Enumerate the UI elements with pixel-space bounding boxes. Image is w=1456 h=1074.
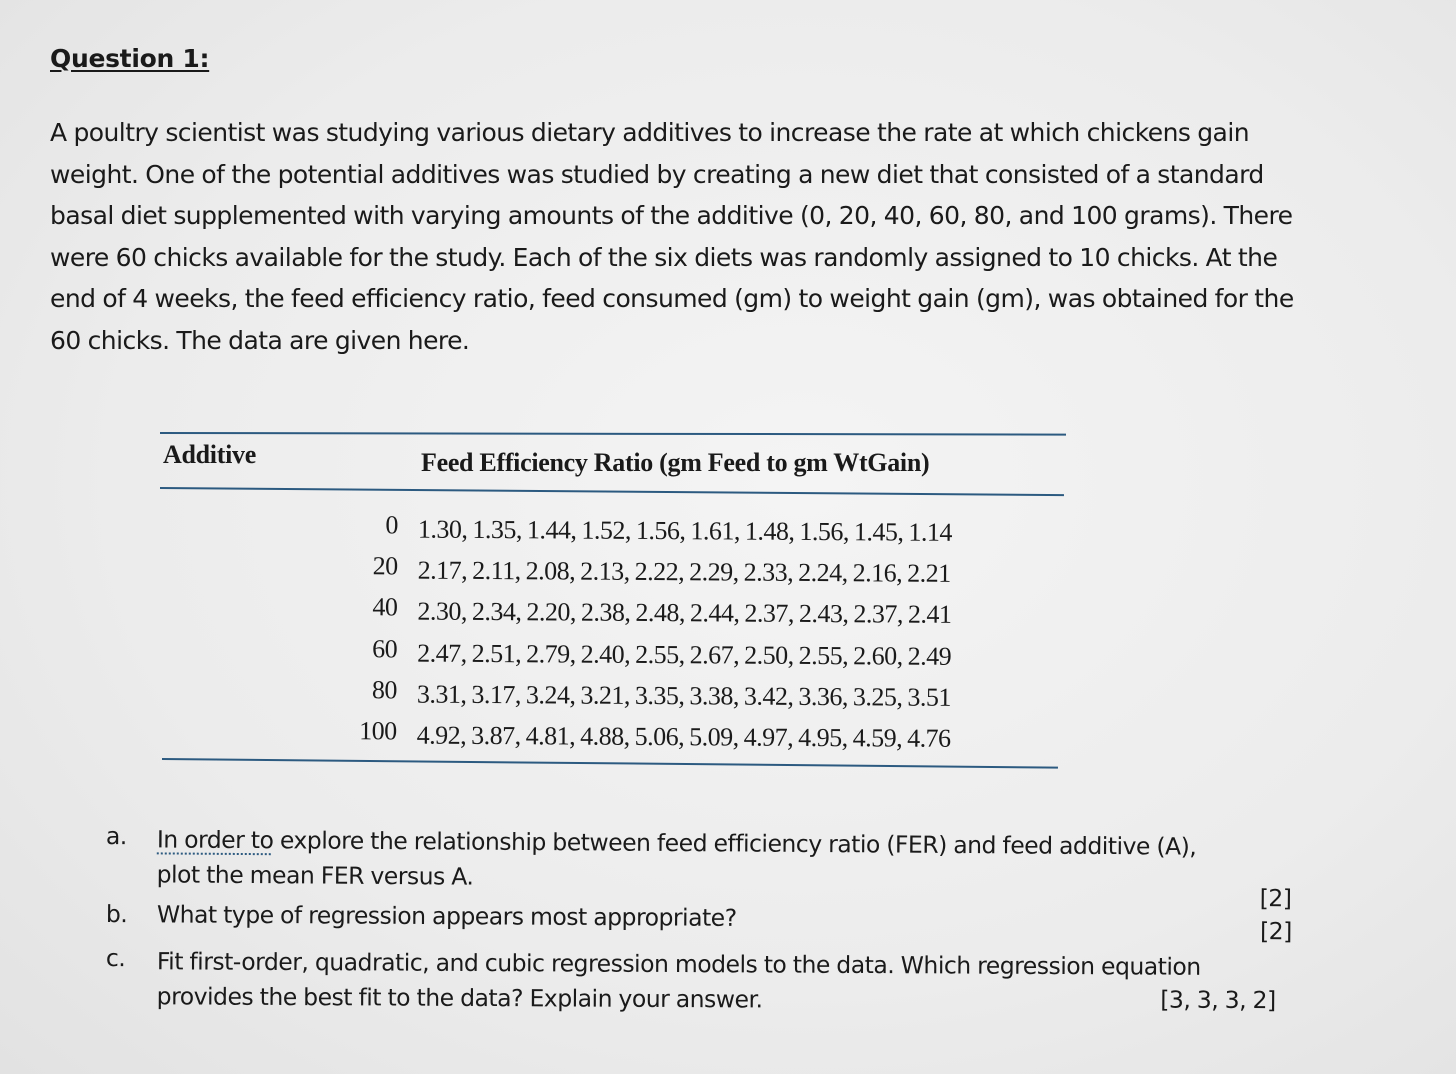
- question-heading: Question 1:: [50, 44, 210, 73]
- sub-question-line: plot the mean FER versus A.: [156, 860, 474, 891]
- table-row: [159, 633, 1069, 680]
- sub-question-label: a.: [105, 822, 127, 851]
- grammar-underlined-phrase: In order to: [156, 825, 274, 855]
- table-cell-additive: 0: [385, 510, 398, 540]
- table-cell-additive: 60: [372, 633, 398, 664]
- sub-question-a: [99, 822, 1320, 913]
- sub-questions-list: [100, 822, 1320, 1014]
- table-row: [160, 509, 1070, 556]
- table-cell-values: 2.30, 2.34, 2.20, 2.38, 2.48, 2.44, 2.37, 2.43, 2.37, 2.41: [417, 596, 952, 630]
- intro-line: weight. One of the potential additives was studied by creating a new diet that consisted of a standard: [50, 159, 1264, 189]
- sub-question-text: [157, 822, 1320, 900]
- table-cell-additive: 100: [359, 716, 397, 746]
- data-table-body: [158, 509, 1069, 762]
- marks-label: [2]: [1259, 884, 1292, 913]
- table-header-rule: [160, 487, 1064, 496]
- table-cell-values: 1.30, 1.35, 1.44, 1.52, 1.56, 1.61, 1.48, 1.56, 1.45, 1.14: [417, 514, 952, 547]
- sub-question-line-rest: explore the relationship between feed efficiency ratio (FER) and feed additive (A),: [273, 826, 1197, 861]
- table-cell-values: 3.31, 3.17, 3.24, 3.21, 3.35, 3.38, 3.42, 3.36, 3.25, 3.51: [416, 679, 951, 712]
- intro-line: 60 chicks. The data are given here.: [50, 325, 470, 355]
- sub-question-text: What type of regression appears most appropriate?: [156, 900, 737, 932]
- intro-line: were 60 chicks available for the study. Each of the six diets was randomly assigned to 10 chicks. At the: [50, 242, 1278, 272]
- sub-question-label: b.: [105, 900, 128, 929]
- sub-question-c: [100, 944, 1320, 1020]
- sub-question-text: [157, 944, 1320, 1020]
- table-header-additive: Additive: [163, 440, 256, 469]
- marks-label: [2]: [1259, 917, 1292, 946]
- sub-question-label: c.: [105, 944, 126, 973]
- table-cell-additive: 40: [372, 592, 398, 622]
- intro-line: basal diet supplemented with varying amounts of the additive (0, 20, 40, 60, 80, and 100 grams). There: [50, 201, 1293, 230]
- table-row: [158, 715, 1068, 762]
- table-row: [159, 550, 1069, 597]
- question-intro-paragraph: [50, 112, 1390, 361]
- table-top-rule: [160, 432, 1066, 436]
- sub-question-b: [100, 900, 1320, 951]
- sub-question-line: Fit first-order, quadratic, and cubic regression models to the data. Which regression equation: [156, 947, 1201, 981]
- sub-question-line: provides the best fit to the data? Explain your answer.: [156, 982, 763, 1014]
- table-header-fer: Feed Efficiency Ratio (gm Feed to gm WtGain): [421, 448, 930, 477]
- table-cell-additive: 80: [371, 675, 397, 705]
- intro-line: end of 4 weeks, the feed efficiency ratio, feed consumed (gm) to weight gain (gm), was obtained for the: [50, 284, 1294, 313]
- table-row: [159, 674, 1069, 721]
- table-cell-values: 4.92, 3.87, 4.81, 4.88, 5.06, 5.09, 4.97, 4.95, 4.59, 4.76: [416, 720, 951, 753]
- table-cell-additive: 20: [372, 551, 398, 581]
- table-cell-values: 2.17, 2.11, 2.08, 2.13, 2.22, 2.29, 2.33, 2.24, 2.16, 2.21: [417, 555, 951, 589]
- intro-line: A poultry scientist was studying various dietary additives to increase the rate at which chickens gain: [50, 118, 1250, 147]
- table-cell-values: 2.47, 2.51, 2.79, 2.40, 2.55, 2.67, 2.50, 2.55, 2.60, 2.49: [417, 638, 952, 671]
- table-row: [159, 591, 1069, 638]
- marks-label: [3, 3, 3, 2]: [1160, 985, 1276, 1015]
